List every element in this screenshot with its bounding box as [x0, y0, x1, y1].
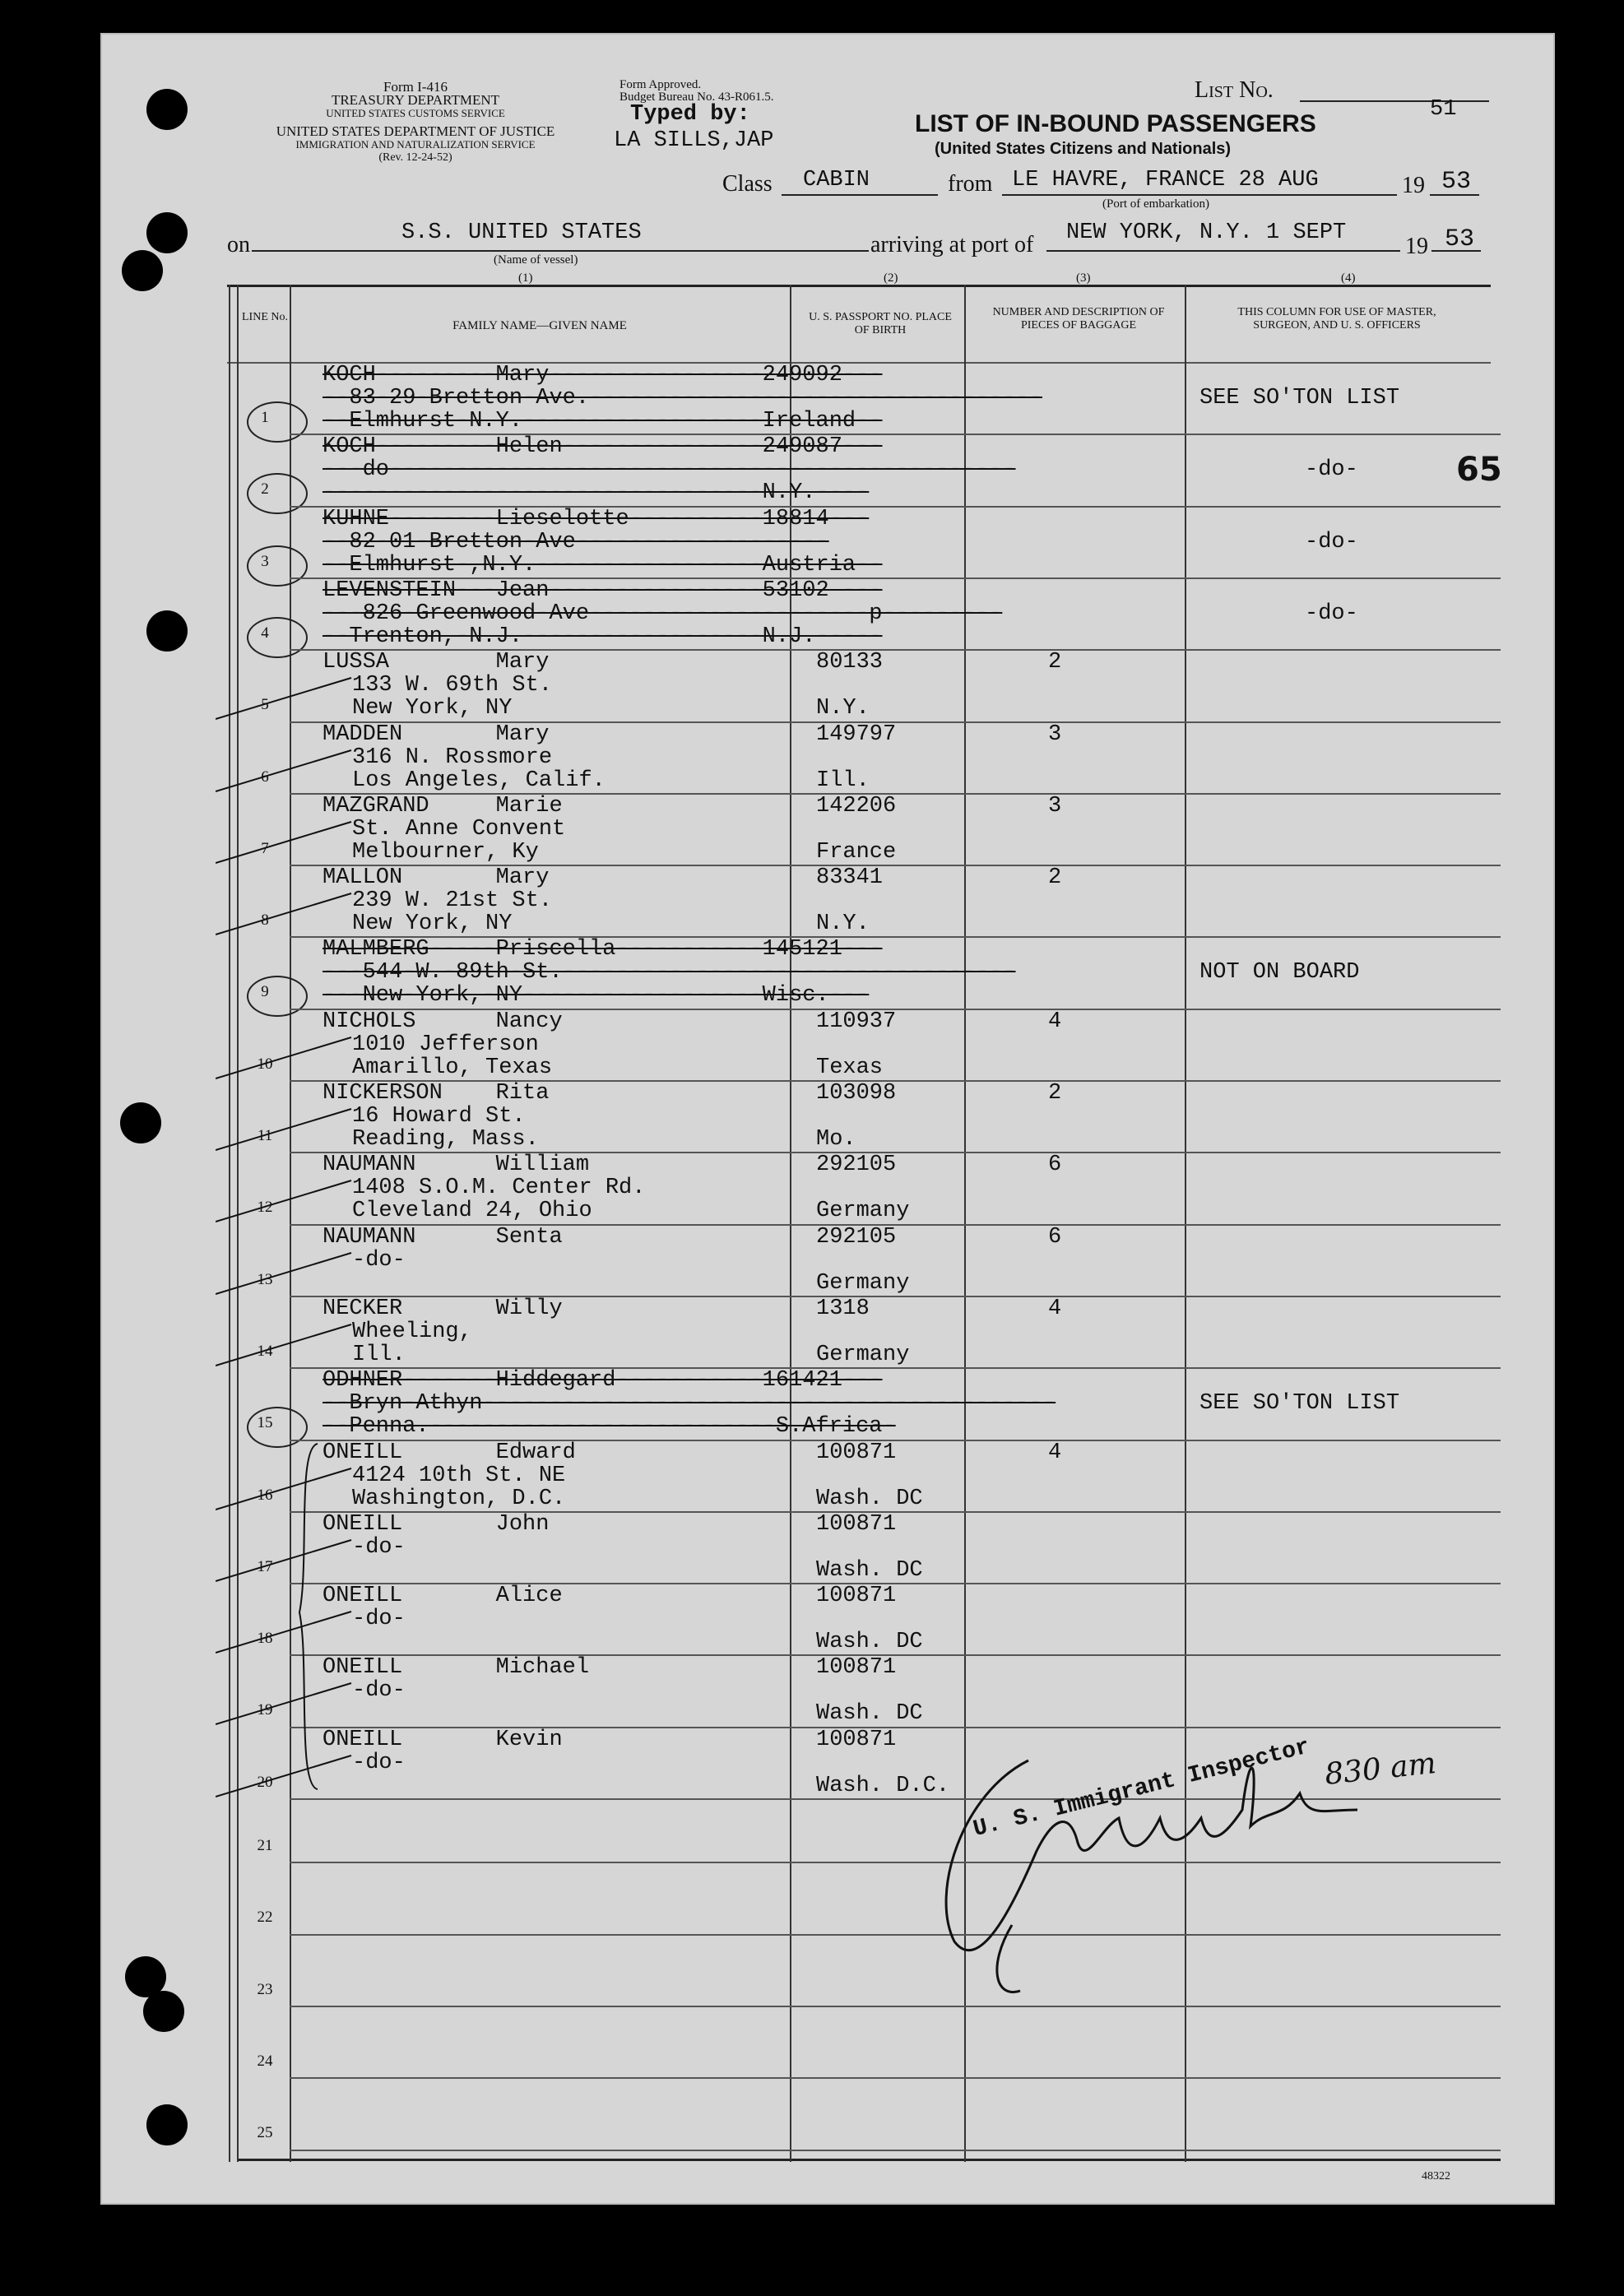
check-mark	[216, 1105, 355, 1154]
vessel-caption: (Name of vessel)	[494, 253, 578, 267]
line-number: 3	[261, 552, 269, 570]
baggage-count: 3	[1048, 721, 1062, 747]
place-of-birth: Germany	[816, 1270, 910, 1296]
address-line: -do-	[352, 1607, 406, 1632]
check-mark	[216, 818, 355, 867]
name-line: LEVENSTEIN---Jean----------------53102 ---	[322, 577, 883, 603]
line-number: 8	[261, 911, 269, 930]
port-embark-caption: (Port of embarkation)	[1102, 197, 1209, 211]
line-number: 5	[261, 696, 269, 714]
city-line: --Elmhurst-,N.Y.-----------------Austria--	[322, 552, 883, 577]
address-line: 316 N. Rossmore	[352, 744, 553, 770]
col-number-4: (4)	[1341, 271, 1356, 285]
officer-note: NOT ON BOARD	[1199, 960, 1360, 986]
check-mark	[216, 1607, 355, 1657]
baggage-count: 6	[1048, 1224, 1062, 1250]
punch-hole	[146, 212, 188, 253]
punch-hole	[122, 250, 163, 291]
handwritten-mark: 65	[1456, 451, 1502, 489]
form-number: Form I-416	[383, 79, 448, 95]
baggage-count: 2	[1048, 1081, 1062, 1106]
address-line: -do-	[352, 1247, 406, 1273]
city-line: New York, NY	[352, 696, 513, 721]
address-line: 133 W. 69th St.	[352, 673, 553, 698]
place-of-birth: Wash. DC	[816, 1486, 923, 1511]
check-mark	[216, 1033, 355, 1083]
line-number: 6	[261, 768, 269, 786]
line-number: 20	[257, 1773, 273, 1791]
punch-hole	[143, 1991, 184, 2032]
address-line: --82-01-Bretton-Ave-------------------	[322, 529, 829, 554]
city-line: --Penna.--------------------------S.Africa-	[322, 1414, 896, 1440]
passport-number: 100871	[816, 1584, 897, 1609]
embark-year: 53	[1441, 168, 1472, 196]
address-line: ---do-----------------------------------------------	[322, 457, 1016, 483]
passport-number: 100871	[816, 1655, 897, 1681]
baggage-count: 6	[1048, 1153, 1062, 1178]
col-header-line: LINE No.	[242, 311, 288, 323]
passport-number: 110937	[816, 1009, 897, 1034]
vessel-name: S.S. UNITED STATES	[401, 220, 642, 245]
address-line: 1408 S.O.M. Center Rd.	[352, 1176, 646, 1201]
place-of-birth: N.Y.	[816, 696, 870, 721]
name-line: ODHNER-------Hiddegard-----------161421---	[322, 1368, 883, 1394]
class-value: CABIN	[803, 168, 870, 192]
address-line: 239 W. 21st St.	[352, 888, 553, 914]
col-header-name: FAMILY NAME—GIVEN NAME	[452, 319, 627, 332]
name-line: KUHNE--------Lieselotte----------18814---	[322, 506, 870, 531]
place-of-birth: France	[816, 839, 897, 865]
name-line: ONEILL Kevin	[322, 1727, 563, 1752]
check-mark	[216, 889, 355, 939]
passport-number: 1318	[816, 1296, 870, 1321]
circle-mark	[247, 473, 308, 514]
passport-number: 149797	[816, 721, 897, 747]
col-number-3: (3)	[1076, 271, 1091, 285]
baggage-count: 4	[1048, 1296, 1062, 1321]
port-of-embarkation: LE HAVRE, FRANCE 28 AUG	[1012, 168, 1319, 192]
name-line: LUSSA Mary	[322, 650, 550, 675]
city-line: --Trenton,-N.J.------------------N.J.-----	[322, 624, 883, 649]
address-line: ---544-W.-89th-St.----------------------------------	[322, 960, 1016, 986]
baggage-count: 3	[1048, 793, 1062, 819]
name-line: ONEILL John	[322, 1511, 550, 1537]
name-line: NAUMANN William	[322, 1153, 590, 1178]
place-of-birth: Mo.	[816, 1127, 856, 1152]
place-of-birth: Wash. DC	[816, 1557, 923, 1583]
line-number: 21	[257, 1837, 273, 1854]
address-line: 16 Howard St.	[352, 1104, 526, 1129]
address-line: -do-	[352, 1750, 406, 1775]
line-number: 2	[261, 480, 269, 499]
address-line: 1010 Jefferson	[352, 1032, 539, 1057]
city-line: Melbourner, Ky	[352, 839, 539, 865]
officer-note: SEE SO'TON LIST	[1199, 1391, 1400, 1417]
baggage-count: 4	[1048, 1440, 1062, 1465]
city-line: Reading, Mass.	[352, 1127, 539, 1152]
address-line: 4124 10th St. NE	[352, 1463, 566, 1488]
line-number: 25	[257, 2124, 273, 2142]
passport-number: 100871	[816, 1440, 897, 1465]
place-of-birth: Germany	[816, 1199, 910, 1224]
col-number-1: (1)	[518, 271, 533, 285]
line-number: 22	[257, 1909, 273, 1927]
line-number: 1	[261, 409, 269, 426]
customs-service: UNITED STATES CUSTOMS SERVICE	[326, 107, 505, 119]
punch-hole	[146, 610, 188, 652]
name-line: MAZGRAND Marie	[322, 793, 563, 819]
arrival-year: 53	[1445, 225, 1475, 253]
address-line: --83-29-Bretton-Ave.----------------------------------	[322, 386, 1042, 410]
city-line: Los Angeles, Calif.	[352, 768, 606, 793]
passport-number: 142206	[816, 793, 897, 819]
punch-hole	[120, 1102, 161, 1143]
punch-hole	[146, 89, 188, 130]
line-number: 15	[257, 1414, 273, 1432]
address-line: ---826-Greenwood-Ave---------------------p---------	[322, 601, 1003, 626]
line-number: 16	[257, 1486, 273, 1504]
line-number: 14	[257, 1342, 273, 1360]
name-line: MALMBERG-----Priscella-----------145121---	[322, 937, 883, 962]
place-of-birth: Germany	[816, 1342, 910, 1367]
place-of-birth: Wash. D.C.	[816, 1773, 950, 1798]
officer-note: -do-	[1305, 601, 1358, 626]
circle-mark	[247, 545, 308, 587]
from-label: from	[948, 171, 993, 197]
list-no-label: List No.	[1195, 77, 1274, 103]
year-prefix: 19	[1402, 173, 1425, 198]
name-line: ONEILL Edward	[322, 1440, 576, 1465]
name-line: ONEILL Alice	[322, 1584, 563, 1609]
address-line: Wheeling,	[352, 1319, 472, 1344]
footer-code: 48322	[1422, 2170, 1450, 2182]
passport-number: 83341	[816, 865, 884, 891]
list-number: 51	[1430, 97, 1457, 122]
name-line: KOCH---------Helen---------------249087---	[322, 434, 883, 460]
port-of-arrival: NEW YORK, N.Y. 1 SEPT	[1066, 220, 1347, 245]
officer-note: -do-	[1305, 457, 1358, 483]
line-number: 24	[257, 2052, 273, 2070]
place-of-birth: Texas	[816, 1055, 884, 1080]
line-number: 12	[257, 1199, 273, 1217]
passport-number: 100871	[816, 1727, 897, 1752]
on-label: on	[227, 232, 250, 257]
passport-number: 103098	[816, 1081, 897, 1106]
line-number: 10	[257, 1055, 273, 1073]
city-line: ---New-York,-NY------------------Wisc.---	[322, 983, 870, 1009]
passport-number: 80133	[816, 650, 884, 675]
year-prefix: 19	[1405, 234, 1428, 259]
line-number: 19	[257, 1701, 273, 1719]
form-revision: (Rev. 12-24-52)	[378, 151, 452, 164]
name-line: MALLON Mary	[322, 865, 550, 891]
inspector-caption: U. S. Immigrant Inspector	[971, 1734, 1313, 1844]
city-line: Washington, D.C.	[352, 1486, 566, 1511]
check-mark	[216, 1249, 355, 1298]
col-number-2: (2)	[884, 271, 898, 285]
line-number: 11	[257, 1127, 273, 1144]
place-of-birth: N.Y.	[816, 911, 870, 937]
baggage-count: 2	[1048, 650, 1062, 675]
col-header-passport: U. S. PASSPORT NO. PLACE OF BIRTH	[809, 311, 952, 336]
name-line: NICKERSON Rita	[322, 1081, 550, 1106]
address-line: -do-	[352, 1534, 406, 1560]
passport-number: 100871	[816, 1511, 897, 1537]
line-number: 4	[261, 624, 269, 642]
check-mark	[216, 1679, 355, 1728]
check-mark	[216, 746, 355, 795]
line-number: 9	[261, 983, 269, 1001]
typed-by: LA SILLS,JAP	[614, 128, 774, 153]
justice-department: UNITED STATES DEPARTMENT OF JUSTICE	[276, 123, 555, 139]
form-header-left	[222, 81, 609, 165]
name-line: NECKER Willy	[322, 1296, 563, 1321]
city-line: Amarillo, Texas	[352, 1055, 553, 1080]
arriving-label: arriving at port of	[870, 232, 1034, 257]
city-line: ---------------------------------N.Y.----	[322, 480, 870, 506]
form-approval	[619, 79, 773, 104]
city-line: New York, NY	[352, 911, 513, 937]
name-line: KOCH---------Mary----------------249092---	[322, 363, 883, 387]
check-mark	[216, 1464, 355, 1514]
budget-bureau: Budget Bureau No. 43-R061.5.	[619, 90, 774, 104]
check-mark	[216, 674, 355, 723]
city-line: Cleveland 24, Ohio	[352, 1199, 592, 1224]
officer-note: SEE SO'TON LIST	[1199, 386, 1400, 410]
page-subtitle: (United States Citizens and Nationals)	[935, 140, 1232, 158]
punch-hole	[146, 2104, 188, 2145]
line-number: 7	[261, 839, 269, 857]
line-number: 13	[257, 1270, 273, 1288]
place-of-birth: Wash. DC	[816, 1630, 923, 1655]
circle-mark	[247, 617, 308, 658]
page-title: LIST OF IN-BOUND PASSENGERS	[915, 110, 1316, 137]
immigration-service: IMMIGRATION AND NATURALIZATION SERVICE	[295, 138, 536, 151]
treasury-department: TREASURY DEPARTMENT	[331, 92, 500, 108]
check-mark	[216, 1536, 355, 1585]
class-label: Class	[722, 171, 773, 197]
check-mark	[216, 1320, 355, 1370]
col-header-baggage: NUMBER AND DESCRIPTION OF PIECES OF BAGGAGE	[992, 306, 1165, 332]
officer-note: -do-	[1305, 529, 1358, 554]
name-line: NAUMANN Senta	[322, 1224, 563, 1250]
place-of-birth: Wash. DC	[816, 1701, 923, 1727]
line-number: 17	[257, 1557, 273, 1575]
form-approved: Form Approved.	[619, 78, 702, 91]
line-number: 23	[257, 1980, 273, 1998]
city-line: --Elmhurst-N.Y.------------------Ireland--	[322, 409, 883, 434]
line-number: 18	[257, 1630, 273, 1648]
check-mark	[216, 1176, 355, 1226]
typed-by-label: Typed by:	[630, 102, 750, 127]
name-line: NICHOLS Nancy	[322, 1009, 563, 1034]
baggage-count: 2	[1048, 865, 1062, 891]
baggage-count: 4	[1048, 1009, 1062, 1034]
name-line: ONEILL Michael	[322, 1655, 590, 1681]
address-line: --Bryn-Athyn-------------------------------------------	[322, 1391, 1056, 1417]
circle-mark	[247, 401, 308, 443]
address-line: -do-	[352, 1678, 406, 1704]
arrival-time-note: 830 am	[1323, 1746, 1438, 1792]
place-of-birth: Ill.	[816, 768, 870, 793]
city-line: Ill.	[352, 1342, 406, 1367]
col-header-officers: THIS COLUMN FOR USE OF MASTER, SURGEON, AND U. S. OFFICERS	[1237, 306, 1436, 332]
passport-number: 292105	[816, 1224, 897, 1250]
check-mark	[216, 1751, 355, 1801]
passport-number: 292105	[816, 1153, 897, 1178]
family-brace	[293, 1440, 326, 1793]
name-line: MADDEN Mary	[322, 721, 550, 747]
address-line: St. Anne Convent	[352, 816, 566, 842]
